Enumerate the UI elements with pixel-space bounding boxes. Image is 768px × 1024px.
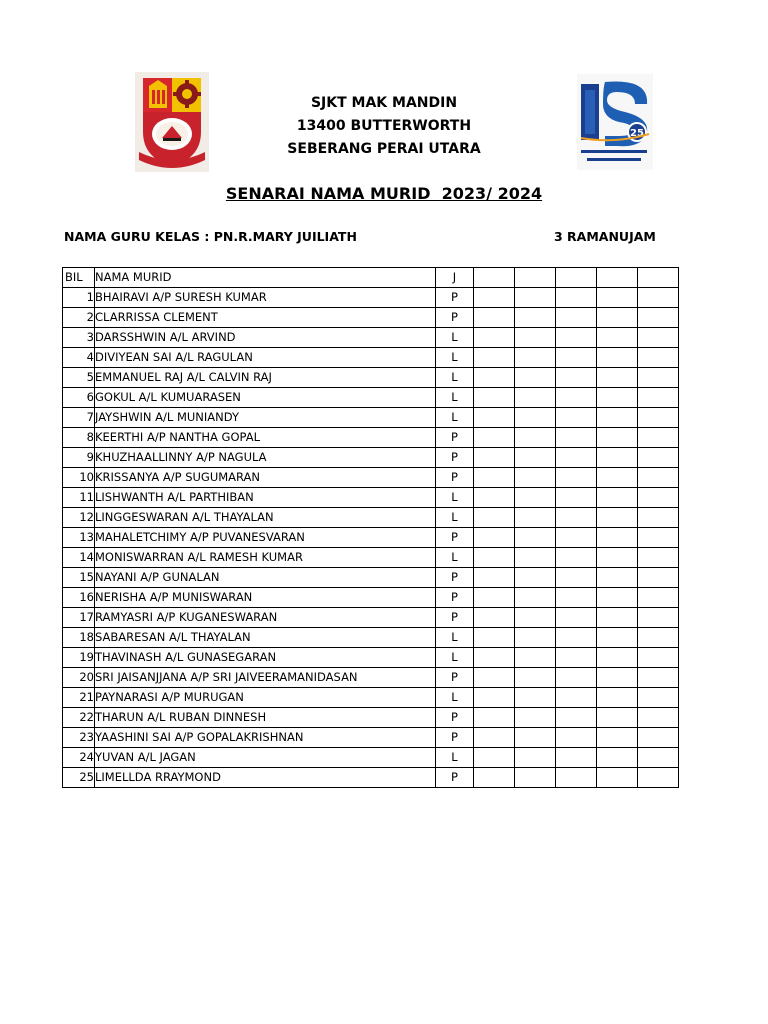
- student-number: 14: [63, 548, 95, 568]
- student-number: 22: [63, 708, 95, 728]
- empty-cell: [474, 488, 515, 508]
- empty-cell: [556, 328, 597, 348]
- empty-cell: [474, 388, 515, 408]
- empty-cell: [638, 628, 679, 648]
- table-row: [63, 288, 679, 308]
- empty-cell: [515, 748, 556, 768]
- empty-cell: [597, 328, 638, 348]
- empty-cell: [515, 368, 556, 388]
- table-row: [63, 548, 679, 568]
- empty-cell: [474, 468, 515, 488]
- student-number: 15: [63, 568, 95, 588]
- column-header-sex: J: [436, 268, 474, 288]
- student-number: 20: [63, 668, 95, 688]
- student-name: SABARESAN A/L THAYALAN: [95, 628, 436, 648]
- empty-cell: [597, 368, 638, 388]
- empty-cell: [515, 708, 556, 728]
- empty-cell: [638, 648, 679, 668]
- student-number: 9: [63, 448, 95, 468]
- student-gender: L: [436, 348, 474, 368]
- empty-cell: [597, 288, 638, 308]
- empty-cell: [556, 508, 597, 528]
- empty-cell: [597, 448, 638, 468]
- empty-cell: [597, 588, 638, 608]
- empty-cell: [474, 648, 515, 668]
- empty-cell: [638, 668, 679, 688]
- empty-cell: [638, 328, 679, 348]
- student-gender: L: [436, 748, 474, 768]
- empty-cell: [597, 548, 638, 568]
- student-name: YAASHINI SAI A/P GOPALAKRISHNAN: [95, 728, 436, 748]
- student-gender: L: [436, 388, 474, 408]
- table-row: [63, 448, 679, 468]
- empty-cell: [597, 308, 638, 328]
- empty-cell: [556, 348, 597, 368]
- table-row: [63, 388, 679, 408]
- empty-cell: [597, 348, 638, 368]
- student-number: 7: [63, 408, 95, 428]
- student-number: 21: [63, 688, 95, 708]
- empty-cell: [638, 308, 679, 328]
- student-gender: P: [436, 308, 474, 328]
- student-gender: L: [436, 548, 474, 568]
- table-row: [63, 468, 679, 488]
- empty-cell: [556, 268, 597, 288]
- student-name: CLARRISSA CLEMENT: [95, 308, 436, 328]
- empty-cell: [638, 408, 679, 428]
- student-gender: L: [436, 368, 474, 388]
- empty-cell: [597, 388, 638, 408]
- empty-cell: [474, 428, 515, 448]
- empty-cell: [556, 748, 597, 768]
- empty-cell: [474, 548, 515, 568]
- student-name: MONISWARRAN A/L RAMESH KUMAR: [95, 548, 436, 568]
- empty-cell: [638, 508, 679, 528]
- table-row: [63, 728, 679, 748]
- empty-cell: [515, 328, 556, 348]
- table-row: [63, 488, 679, 508]
- empty-cell: [515, 388, 556, 408]
- empty-cell: [474, 568, 515, 588]
- student-gender: P: [436, 568, 474, 588]
- empty-cell: [638, 288, 679, 308]
- class-name: 3 RAMANUJAM: [554, 229, 656, 244]
- school-name: SJKT MAK MANDIN: [310, 95, 458, 111]
- student-number: 17: [63, 608, 95, 628]
- student-gender: P: [436, 708, 474, 728]
- student-gender: L: [436, 688, 474, 708]
- student-name: LISHWANTH A/L PARTHIBAN: [95, 488, 436, 508]
- student-name: BHAIRAVI A/P SURESH KUMAR: [95, 288, 436, 308]
- student-name: KEERTHI A/P NANTHA GOPAL: [95, 428, 436, 448]
- student-gender: L: [436, 328, 474, 348]
- student-gender: P: [436, 728, 474, 748]
- empty-cell: [556, 588, 597, 608]
- empty-cell: [638, 268, 679, 288]
- empty-cell: [556, 528, 597, 548]
- empty-cell: [556, 428, 597, 448]
- student-gender: L: [436, 508, 474, 528]
- student-name: JAYSHWIN A/L MUNIANDY: [95, 408, 436, 428]
- empty-cell: [638, 548, 679, 568]
- empty-cell: [556, 708, 597, 728]
- empty-cell: [556, 288, 597, 308]
- empty-cell: [515, 648, 556, 668]
- empty-cell: [515, 308, 556, 328]
- student-number: 1: [63, 288, 95, 308]
- empty-cell: [474, 748, 515, 768]
- empty-cell: [638, 348, 679, 368]
- empty-cell: [515, 428, 556, 448]
- student-gender: L: [436, 628, 474, 648]
- empty-cell: [638, 728, 679, 748]
- student-gender: L: [436, 408, 474, 428]
- table-row: [63, 688, 679, 708]
- student-number: 23: [63, 728, 95, 748]
- empty-cell: [474, 408, 515, 428]
- student-name: GOKUL A/L KUMUARASEN: [95, 388, 436, 408]
- empty-cell: [597, 768, 638, 788]
- empty-cell: [474, 628, 515, 648]
- table-row: [63, 408, 679, 428]
- student-gender: L: [436, 488, 474, 508]
- student-name: DARSSHWIN A/L ARVIND: [95, 328, 436, 348]
- empty-cell: [597, 688, 638, 708]
- table-row: [63, 308, 679, 328]
- student-name: KRISSANYA A/P SUGUMARAN: [95, 468, 436, 488]
- student-name: NAYANI A/P GUNALAN: [95, 568, 436, 588]
- empty-cell: [556, 448, 597, 468]
- student-name: RAMYASRI A/P KUGANESWARAN: [95, 608, 436, 628]
- empty-cell: [474, 728, 515, 748]
- empty-cell: [597, 668, 638, 688]
- student-number: 12: [63, 508, 95, 528]
- empty-cell: [638, 588, 679, 608]
- empty-cell: [515, 628, 556, 648]
- student-name: EMMANUEL RAJ A/L CALVIN RAJ: [95, 368, 436, 388]
- empty-cell: [515, 608, 556, 628]
- empty-cell: [556, 608, 597, 628]
- empty-cell: [474, 348, 515, 368]
- empty-cell: [515, 568, 556, 588]
- empty-cell: [597, 428, 638, 448]
- empty-cell: [638, 768, 679, 788]
- empty-cell: [474, 308, 515, 328]
- empty-cell: [638, 388, 679, 408]
- empty-cell: [556, 568, 597, 588]
- empty-cell: [597, 468, 638, 488]
- table-row: [63, 428, 679, 448]
- empty-cell: [556, 668, 597, 688]
- svg-text:25: 25: [630, 128, 644, 139]
- empty-cell: [515, 768, 556, 788]
- empty-cell: [556, 628, 597, 648]
- empty-cell: [556, 408, 597, 428]
- student-gender: L: [436, 648, 474, 668]
- student-gender: P: [436, 768, 474, 788]
- empty-cell: [474, 688, 515, 708]
- table-row: [63, 768, 679, 788]
- empty-cell: [474, 328, 515, 348]
- empty-cell: [515, 668, 556, 688]
- table-row: [63, 628, 679, 648]
- student-number: 6: [63, 388, 95, 408]
- student-name: SRI JAISANJJANA A/P SRI JAIVEERAMANIDASAN: [95, 668, 436, 688]
- empty-cell: [597, 608, 638, 628]
- empty-cell: [638, 748, 679, 768]
- empty-cell: [515, 728, 556, 748]
- empty-cell: [638, 468, 679, 488]
- empty-cell: [515, 688, 556, 708]
- table-row: [63, 708, 679, 728]
- student-number: 16: [63, 588, 95, 608]
- student-gender: P: [436, 528, 474, 548]
- empty-cell: [638, 568, 679, 588]
- table-row: [63, 368, 679, 388]
- empty-cell: [474, 268, 515, 288]
- student-name: NERISHA A/P MUNISWARAN: [95, 588, 436, 608]
- student-name: THARUN A/L RUBAN DINNESH: [95, 708, 436, 728]
- table-row: [63, 568, 679, 588]
- anniversary-25-logo: [577, 74, 653, 170]
- empty-cell: [556, 308, 597, 328]
- empty-cell: [556, 768, 597, 788]
- empty-cell: [474, 608, 515, 628]
- empty-cell: [515, 288, 556, 308]
- empty-cell: [474, 368, 515, 388]
- empty-cell: [556, 728, 597, 748]
- student-gender: P: [436, 448, 474, 468]
- student-number: 24: [63, 748, 95, 768]
- empty-cell: [638, 488, 679, 508]
- empty-cell: [474, 768, 515, 788]
- empty-cell: [556, 388, 597, 408]
- student-gender: P: [436, 668, 474, 688]
- student-number: 19: [63, 648, 95, 668]
- table-row: [63, 588, 679, 608]
- student-name: DIVIYEAN SAI A/L RAGULAN: [95, 348, 436, 368]
- student-name: MAHALETCHIMY A/P PUVANESVARAN: [95, 528, 436, 548]
- student-name: LINGGESWARAN A/L THAYALAN: [95, 508, 436, 528]
- table-row: [63, 608, 679, 628]
- student-number: 11: [63, 488, 95, 508]
- empty-cell: [515, 528, 556, 548]
- empty-cell: [474, 528, 515, 548]
- student-roster-table: [62, 267, 679, 788]
- student-name: THAVINASH A/L GUNASEGARAN: [95, 648, 436, 668]
- empty-cell: [638, 528, 679, 548]
- school-address-line2: SEBERANG PERAI UTARA: [287, 141, 481, 157]
- student-gender: P: [436, 608, 474, 628]
- empty-cell: [638, 688, 679, 708]
- empty-cell: [638, 608, 679, 628]
- student-number: 10: [63, 468, 95, 488]
- empty-cell: [474, 588, 515, 608]
- empty-cell: [474, 448, 515, 468]
- empty-cell: [638, 448, 679, 468]
- empty-cell: [597, 728, 638, 748]
- empty-cell: [556, 468, 597, 488]
- empty-cell: [474, 288, 515, 308]
- table-row: [63, 668, 679, 688]
- student-name: KHUZHAALLINNY A/P NAGULA: [95, 448, 436, 468]
- empty-cell: [597, 508, 638, 528]
- empty-cell: [515, 468, 556, 488]
- empty-cell: [515, 448, 556, 468]
- table-row: [63, 328, 679, 348]
- empty-cell: [515, 488, 556, 508]
- table-row: [63, 508, 679, 528]
- student-gender: P: [436, 288, 474, 308]
- student-gender: P: [436, 428, 474, 448]
- student-gender: P: [436, 468, 474, 488]
- empty-cell: [597, 488, 638, 508]
- empty-cell: [515, 348, 556, 368]
- empty-cell: [556, 548, 597, 568]
- school-header: [234, 92, 534, 161]
- student-number: 4: [63, 348, 95, 368]
- column-header-bil: BIL: [63, 268, 95, 288]
- student-number: 5: [63, 368, 95, 388]
- student-number: 25: [63, 768, 95, 788]
- empty-cell: [597, 748, 638, 768]
- student-number: 3: [63, 328, 95, 348]
- empty-cell: [597, 408, 638, 428]
- table-row: [63, 748, 679, 768]
- empty-cell: [556, 488, 597, 508]
- empty-cell: [515, 268, 556, 288]
- empty-cell: [556, 648, 597, 668]
- document-title: SENARAI NAMA MURID 2023/ 2024: [225, 184, 543, 203]
- student-name: YUVAN A/L JAGAN: [95, 748, 436, 768]
- student-number: 8: [63, 428, 95, 448]
- table-row: [63, 348, 679, 368]
- school-address-line1: 13400 BUTTERWORTH: [296, 118, 472, 134]
- empty-cell: [638, 708, 679, 728]
- empty-cell: [515, 548, 556, 568]
- empty-cell: [474, 708, 515, 728]
- table-header-row: [63, 268, 679, 288]
- student-name: LIMELLDA RRAYMOND: [95, 768, 436, 788]
- empty-cell: [515, 508, 556, 528]
- column-header-name: NAMA MURID: [95, 268, 436, 288]
- school-crest-logo: [135, 72, 209, 172]
- empty-cell: [597, 268, 638, 288]
- empty-cell: [597, 568, 638, 588]
- empty-cell: [515, 588, 556, 608]
- empty-cell: [515, 408, 556, 428]
- empty-cell: [474, 508, 515, 528]
- student-gender: P: [436, 588, 474, 608]
- empty-cell: [638, 368, 679, 388]
- empty-cell: [597, 648, 638, 668]
- empty-cell: [597, 628, 638, 648]
- empty-cell: [597, 708, 638, 728]
- student-number: 18: [63, 628, 95, 648]
- class-teacher-label: NAMA GURU KELAS : PN.R.MARY JUILIATH: [64, 229, 357, 244]
- empty-cell: [474, 668, 515, 688]
- student-number: 2: [63, 308, 95, 328]
- empty-cell: [597, 528, 638, 548]
- empty-cell: [556, 368, 597, 388]
- table-row: [63, 528, 679, 548]
- student-name: PAYNARASI A/P MURUGAN: [95, 688, 436, 708]
- table-row: [63, 648, 679, 668]
- student-number: 13: [63, 528, 95, 548]
- empty-cell: [638, 428, 679, 448]
- empty-cell: [556, 688, 597, 708]
